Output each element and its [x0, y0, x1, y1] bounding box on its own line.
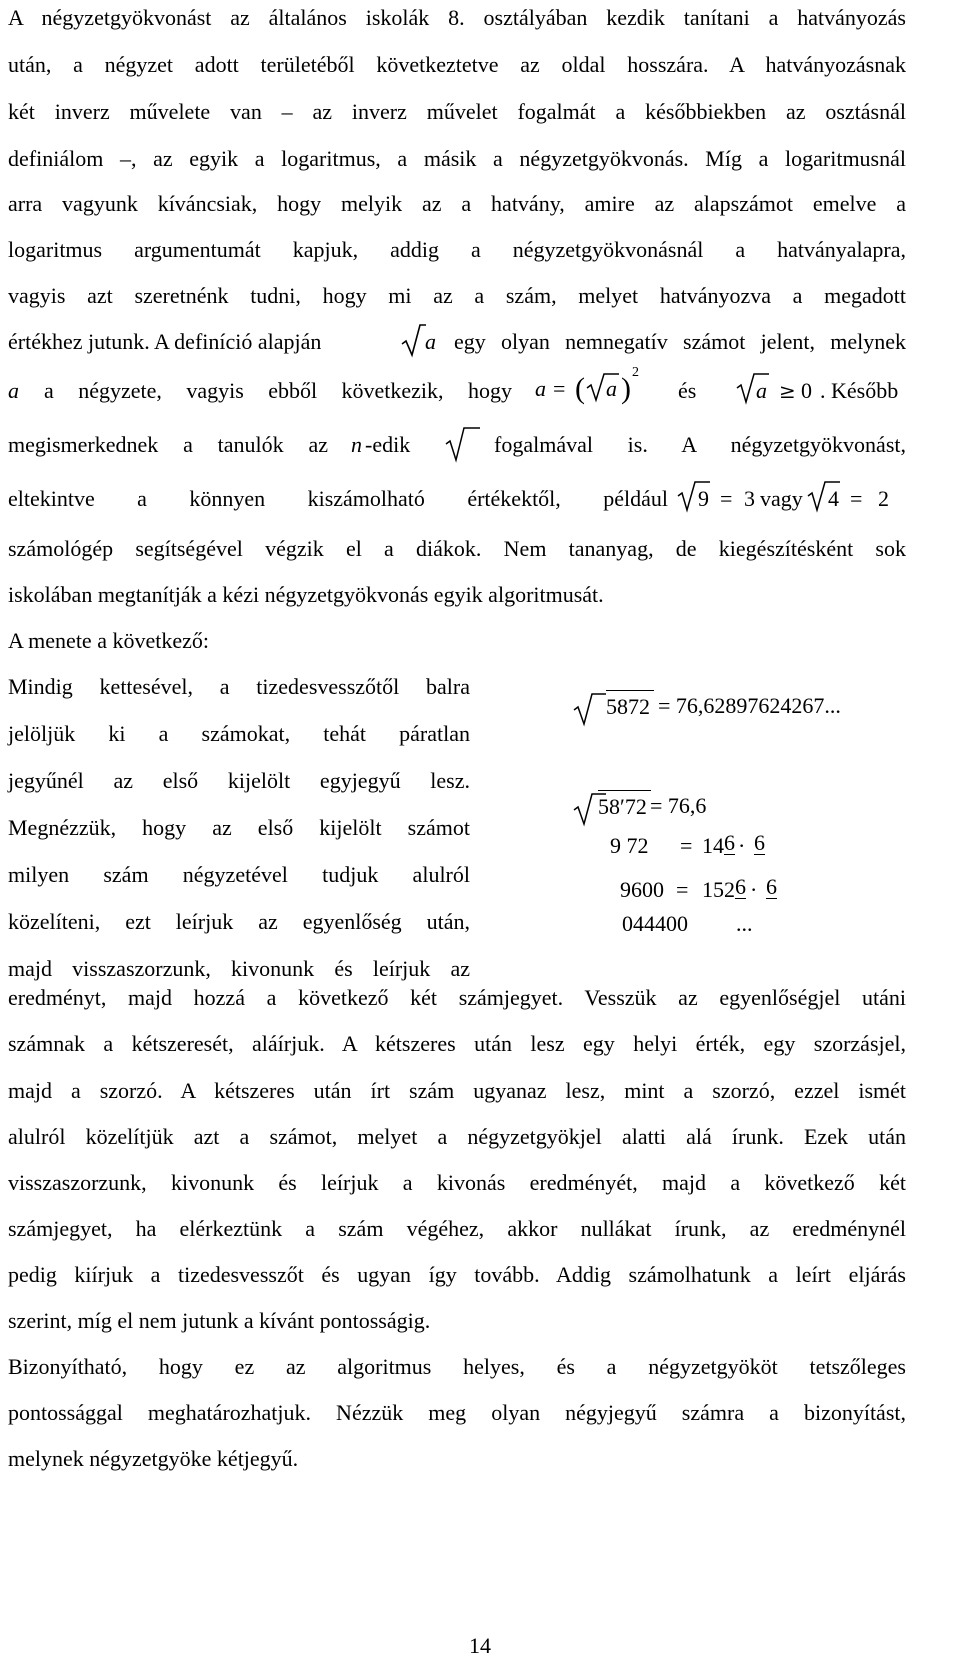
- method-description: [8, 673, 470, 1002]
- text-line: definiálom –, az egyik a logaritmus, a másik a négyzetgyökvonás. Míg a logaritmusnál: [8, 146, 906, 171]
- text-line: pontossággal meghatározhatjuk. Nézzük meg olyan négyjegyű számra a bizonyítást,: [8, 1400, 906, 1425]
- text-segment: értékhez jutunk. A definíció alapján: [8, 329, 322, 354]
- work-equals: =: [676, 877, 689, 902]
- text-line: vagyis azt szeretnénk tudni, hogy mi az a szám, melyet hatványozva a megadott: [8, 283, 906, 308]
- text-line: eredményt, majd hozzá a következő két számjegyet. Vesszük az egyenlőségjel utáni: [8, 985, 906, 1010]
- svg-text:4: 4: [828, 486, 839, 511]
- svg-text:): ): [621, 372, 631, 405]
- work-trial-digit: 6: [735, 874, 746, 899]
- text-line: számológép segítségével végzik el a diákok. Nem tananyag, de kiegészítésként sok: [8, 536, 906, 561]
- work-remainder: 9 72: [610, 833, 649, 858]
- example-radicand: 5872: [606, 690, 654, 721]
- text-line: milyen szám négyzetével tudjuk alulról: [8, 862, 470, 887]
- work-remainder: 9600: [620, 877, 664, 902]
- work-doubled: 14: [702, 833, 724, 858]
- text-segment: megismerkednek a tanulók az: [8, 432, 328, 457]
- svg-text:=: =: [553, 376, 566, 401]
- text-line: számnak a kétszeresét, aláírjuk. A kétszeres után lesz egy helyi érték, egy szorzásjel,: [8, 1031, 906, 1056]
- math-variable: a: [425, 329, 436, 354]
- text-segment: egy olyan nemnegatív számot jelent, melynek: [454, 329, 906, 354]
- work-multiplier: 6: [754, 830, 765, 855]
- text-line: Bizonyítható, hogy ez az algoritmus helyes, és a négyzetgyököt tetszőleges: [8, 1354, 906, 1379]
- text-segment: a négyzete, vagyis ebből következik, hogy: [44, 378, 512, 403]
- work-result: = 76,6: [650, 793, 707, 818]
- text-segment: . Később: [820, 378, 899, 403]
- text-line: jegyűnél az első kijelölt egyjegyű lesz.: [8, 768, 470, 793]
- work-trial-digit: 6: [724, 830, 735, 855]
- svg-text:2: 2: [878, 486, 889, 511]
- text-segment: vagy: [760, 486, 803, 511]
- text-line: pedig kiírjuk a tizedesvesszőt és ugyan így tovább. Addig számolhatunk a leírt eljárás: [8, 1262, 906, 1287]
- text-segment: fogalmával is. A négyzetgyökvonást,: [494, 432, 906, 457]
- text-line: logaritmus argumentumát kapjuk, addig a négyzetgyökvonásnál a hatványalapra,: [8, 237, 906, 262]
- svg-text:=: =: [850, 486, 863, 511]
- svg-text:a: a: [606, 376, 617, 401]
- text-line: közelíteni, ezt leírjuk az egyenlőség után,: [8, 909, 470, 934]
- text-line: Mindig kettesével, a tizedesvesszőtől balra: [8, 674, 470, 699]
- text-line: után, a négyzet adott területéből következtetve az oldal hosszára. A hatványozásnak: [8, 52, 906, 77]
- text-segment: és: [678, 378, 697, 403]
- equation-square-root-identity: [535, 362, 665, 408]
- example-sqrt-4: [806, 476, 906, 516]
- text-line: alulról közelítjük azt a számot, melyet a négyzetgyökjel alatti alá írunk. Ezek után: [8, 1124, 906, 1149]
- work-multiply: ·: [738, 833, 746, 858]
- svg-text:=: =: [720, 486, 733, 511]
- work-radicand: 58′72: [598, 790, 651, 821]
- work-multiplier: 6: [766, 874, 777, 899]
- text-line: arra vagyunk kíváncsiak, hogy melyik az a hatvány, amire az alapszámot emelve a: [8, 191, 906, 216]
- example-result: = 76,62897624267...: [658, 693, 841, 718]
- text-line: majd a szorzó. A kétszeres után írt szám ugyanaz lesz, mint a szorzó, ezzel ismét: [8, 1078, 906, 1103]
- text-line: két inverz művelete van – az inverz művelet fogalmát a későbbiekben az osztásnál: [8, 99, 906, 124]
- svg-text:a: a: [535, 376, 546, 401]
- work-multiply: ·: [750, 877, 758, 902]
- text-line: iskolában megtanítják a kézi négyzetgyökvonás egyik algoritmusát.: [8, 582, 604, 607]
- svg-text:9: 9: [698, 486, 709, 511]
- work-doubled: 152: [702, 877, 735, 902]
- text-segment: -edik: [365, 432, 411, 457]
- work-equals: =: [680, 833, 693, 858]
- text-segment: eltekintve a könnyen kiszámolható értékektől, például: [8, 486, 668, 511]
- svg-text:2: 2: [632, 365, 639, 380]
- section-heading: A menete a következő:: [8, 628, 209, 653]
- math-variable: a: [8, 378, 19, 403]
- work-continuation: ...: [736, 911, 753, 936]
- text-line: majd visszaszorzunk, kivonunk és leírjuk az: [8, 956, 470, 981]
- svg-text:a: a: [756, 378, 767, 403]
- text-line: A négyzetgyökvonást az általános iskolák 8. osztályában kezdik tanítani a hatványozás: [8, 5, 906, 30]
- svg-text:≥: ≥: [779, 379, 796, 403]
- radical-sign: [400, 322, 426, 358]
- svg-text:0: 0: [801, 378, 812, 403]
- text-line: melynek négyzetgyöke kétjegyű.: [8, 1446, 299, 1471]
- text-line: szerint, míg el nem jutunk a kívánt pontosságig.: [8, 1308, 431, 1333]
- svg-text:3: 3: [744, 486, 755, 511]
- inequality-nonnegative-root: [735, 368, 825, 408]
- text-line: jelöljük ki a számokat, tehát páratlan: [8, 721, 470, 746]
- text-line: Megnézzük, hogy az első kijelölt számot: [8, 815, 470, 840]
- text-line: visszaszorzunk, kivonunk és leírjuk a kivonás eredményét, majd a következő két: [8, 1170, 906, 1195]
- page-number: 14: [469, 1633, 491, 1658]
- work-remainder: 044400: [622, 911, 688, 936]
- svg-text:(: (: [575, 372, 585, 405]
- example-radical-sign: [572, 690, 606, 730]
- text-line: számjegyet, ha elérkeztünk a szám végéhez, akkor nullákat írunk, az eredménynél: [8, 1216, 906, 1241]
- math-variable: n: [351, 432, 362, 457]
- nth-root-sign: [444, 424, 480, 464]
